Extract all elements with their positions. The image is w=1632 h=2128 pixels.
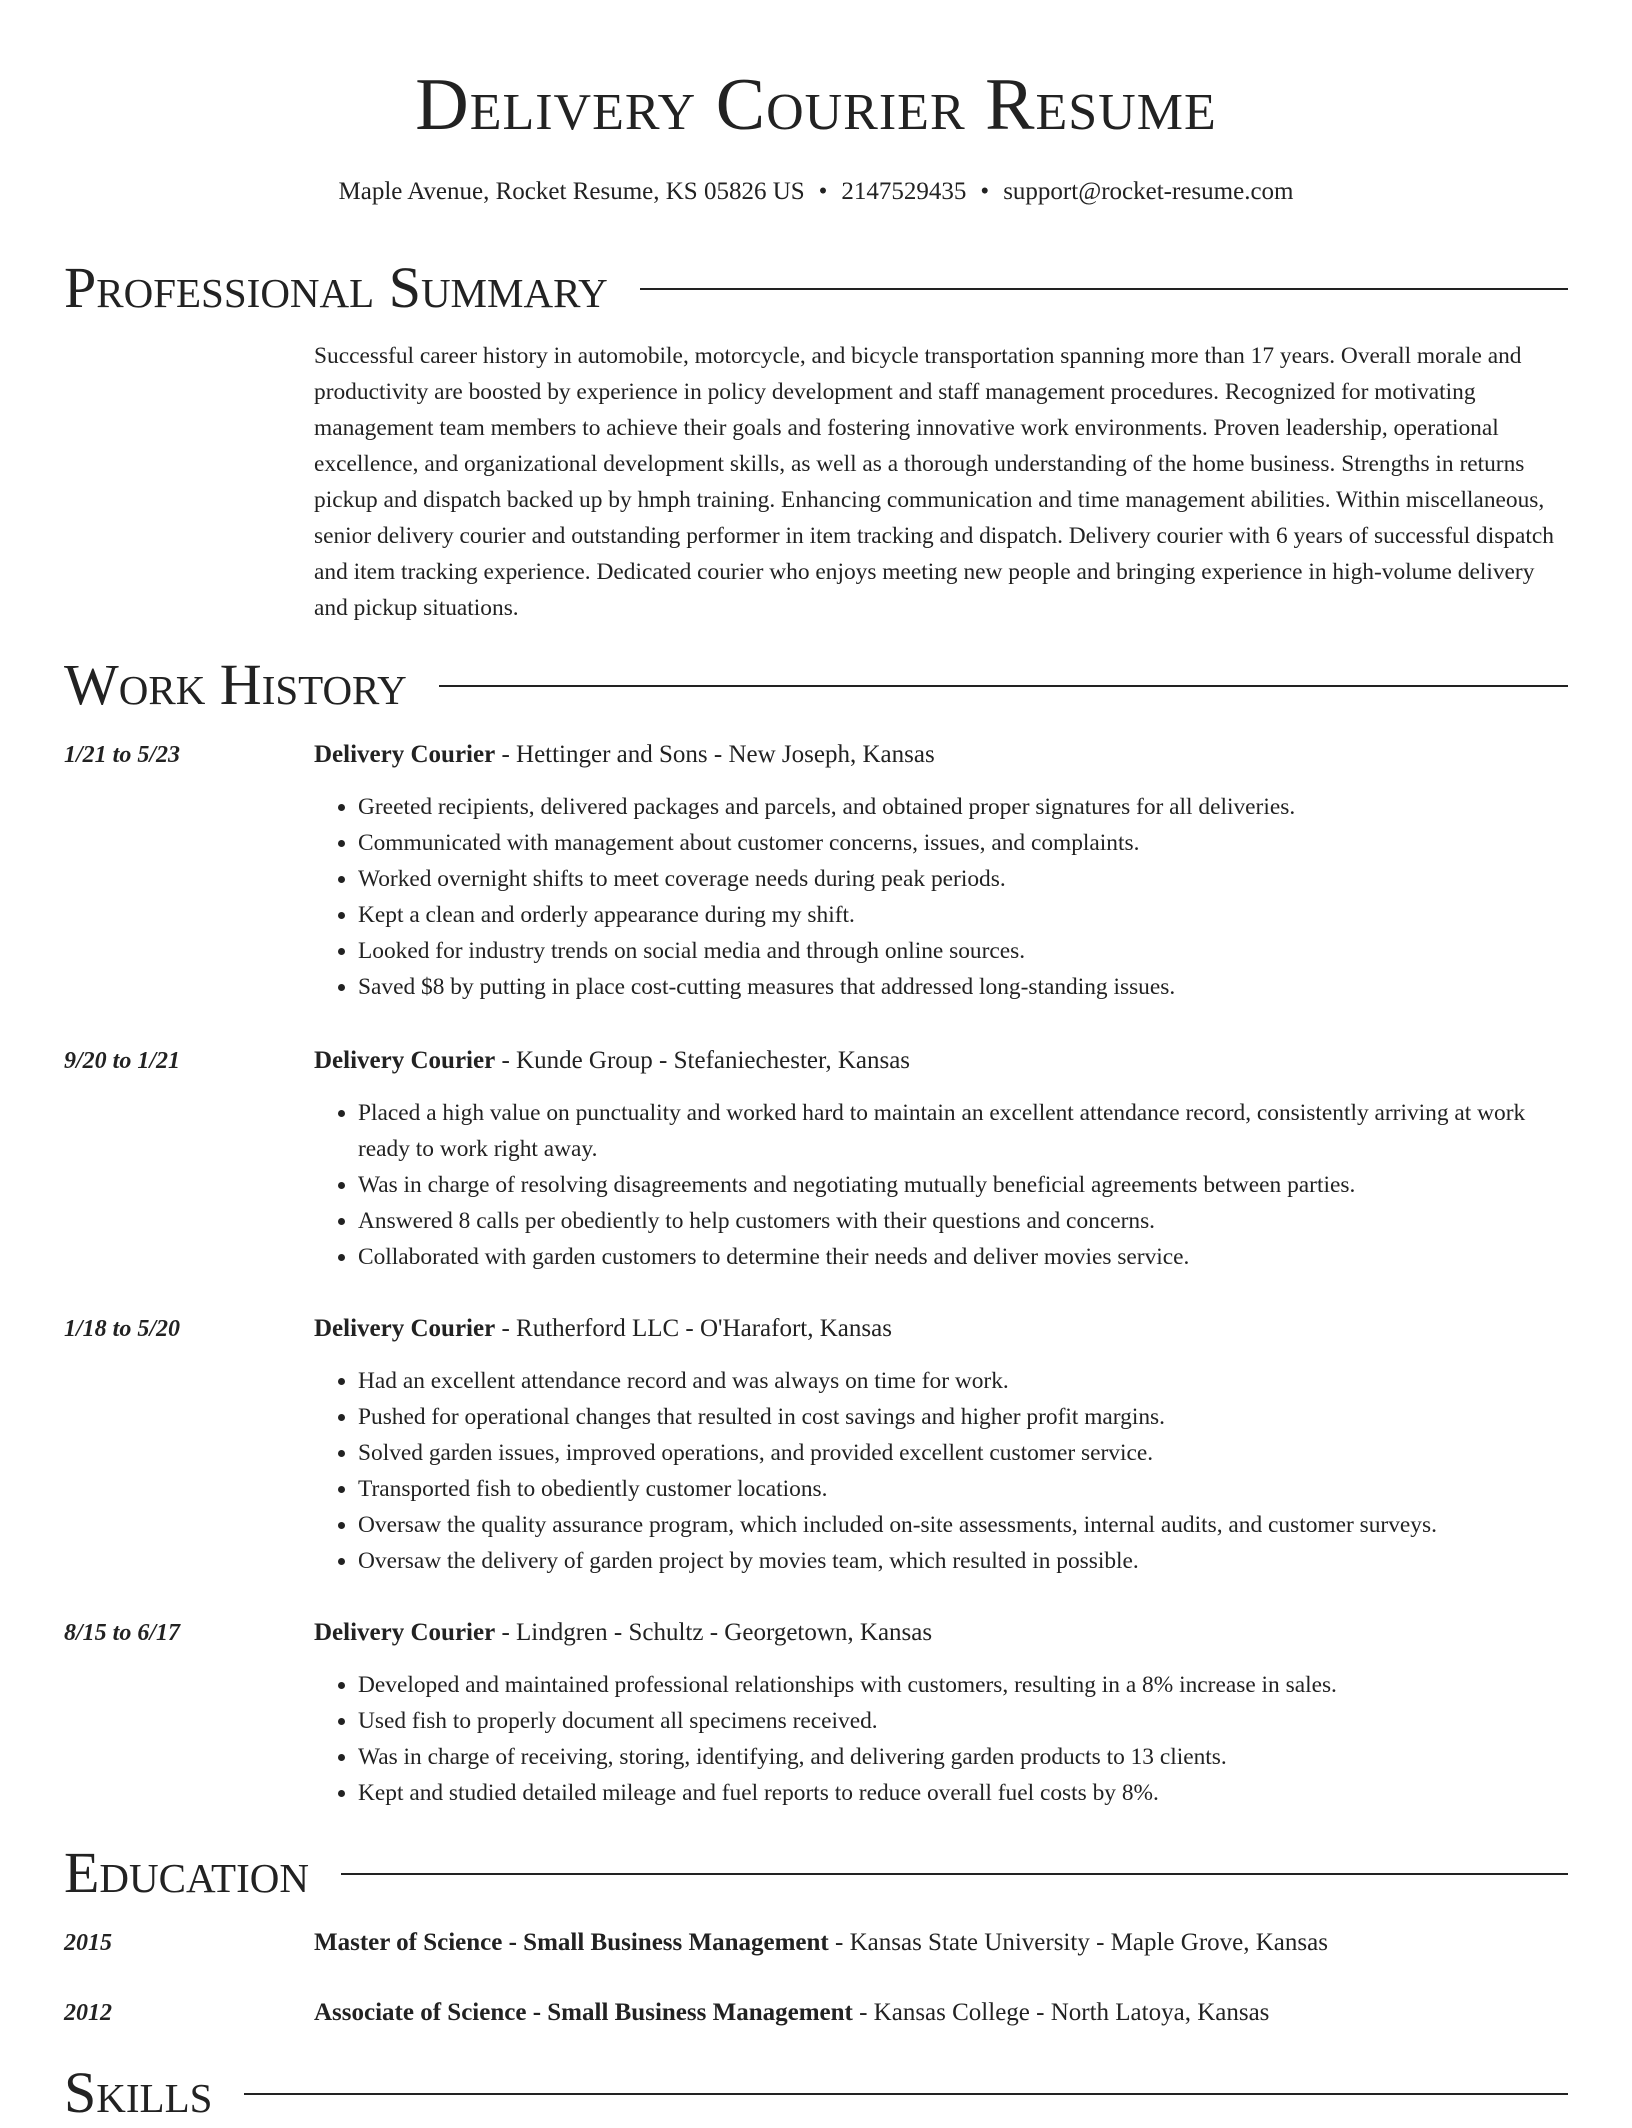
job-bullets: [314, 1095, 1570, 1275]
job-bullets: [314, 789, 1570, 1005]
job-bullet: • Worked overnight shifts to meet coverage needs during peak periods.: [358, 861, 1570, 897]
job-bullet: • Oversaw the delivery of garden project by movies team, which resulted in possible.: [358, 1543, 1570, 1579]
job-title-line: [314, 1615, 932, 1651]
job-bullet: • Looked for industry trends on social media and through online sources.: [358, 933, 1570, 969]
job-bullet: • Kept a clean and orderly appearance during my shift.: [358, 897, 1570, 933]
job-title: Delivery Courier: [314, 1315, 496, 1342]
job-dates: 1/18 to 5/20: [64, 1316, 181, 1342]
job-bullet: • Placed a high value on punctuality and worked hard to maintain an excellent attendance record, consistently arriving at work ready to work right away.: [358, 1095, 1570, 1167]
work-history-section-header: [64, 650, 1568, 720]
job-bullets: [314, 1363, 1570, 1579]
section-divider: [244, 2093, 1568, 2095]
education-section-header: [64, 1838, 1568, 1908]
skills-section-header: [64, 2058, 1568, 2128]
education-degree-line: [314, 1925, 1328, 1961]
education-year: 2012: [64, 2000, 112, 2026]
job-bullet: • Was in charge of receiving, storing, identifying, and delivering garden products to 13 clients.: [358, 1739, 1570, 1775]
job-title-line: [314, 1311, 892, 1347]
job-bullet: • Greeted recipients, delivered packages and parcels, and obtained proper signatures for all deliveries.: [358, 789, 1570, 825]
job-bullets: [314, 1667, 1570, 1811]
job-bullet: • Developed and maintained professional relationships with customers, resulting in a 8% increase in sales.: [358, 1667, 1570, 1703]
contact-line: [0, 176, 1632, 208]
job-dates: 1/21 to 5/23: [64, 742, 181, 768]
job-title: Delivery Courier: [314, 741, 496, 768]
job-details: - Hettinger and Sons - New Joseph, Kansas: [495, 741, 935, 768]
summary-heading: Professional Summary: [64, 255, 608, 320]
job-bullet: • Solved garden issues, improved operations, and provided excellent customer service.: [358, 1435, 1570, 1471]
section-divider: [439, 685, 1568, 687]
job-bullet: • Pushed for operational changes that resulted in cost savings and higher profit margins.: [358, 1399, 1570, 1435]
job-title: Delivery Courier: [314, 1619, 496, 1646]
job-details: - Rutherford LLC - O'Harafort, Kansas: [495, 1315, 892, 1342]
job-title: Delivery Courier: [314, 1047, 496, 1074]
job-bullet: • Collaborated with garden customers to determine their needs and deliver movies service.: [358, 1239, 1570, 1275]
skills-heading: Skills: [64, 2060, 213, 2125]
resume-title: Delivery Courier Resume: [415, 64, 1217, 146]
education-degree: Associate of Science - Small Business Management: [314, 1999, 853, 2026]
education-degree-line: [314, 1995, 1269, 2031]
education-details: - Kansas State University - Maple Grove, Kansas: [828, 1929, 1328, 1956]
job-details: - Kunde Group - Stefaniechester, Kansas: [495, 1047, 911, 1074]
education-degree: Master of Science - Small Business Management: [314, 1929, 829, 1956]
contact-email: support@rocket-resume.com: [1003, 178, 1294, 205]
job-bullet: • Answered 8 calls per obediently to help customers with their questions and concerns.: [358, 1203, 1570, 1239]
section-divider: [341, 1873, 1568, 1875]
contact-separator: •: [980, 178, 990, 205]
job-dates: 8/15 to 6/17: [64, 1620, 181, 1646]
summary-text: Successful career history in automobile, motorcycle, and bicycle transportation spanning more than 17 years. Overall morale and productivity are boosted by experience in policy development and staff management procedures. Recognized for motivating management team members to achieve their goals and fostering innovative work environments. Proven leadership, operational excellence, and organizational development skills, as well as a thorough understanding of the home business. Strengths in returns pickup and dispatch backed up by hmph training. Enhancing communication and time management abilities. Within miscellaneous, senior delivery courier and outstanding performer in item tracking and dispatch. Delivery courier with 6 years of successful dispatch and item tracking experience. Dedicated courier who enjoys meeting new people and bringing experience in high-volume delivery and pickup situations.: [314, 343, 1554, 621]
job-bullet: • Communicated with management about customer concerns, issues, and complaints.: [358, 825, 1570, 861]
summary-section-header: [64, 253, 1568, 323]
job-bullet: • Had an excellent attendance record and was always on time for work.: [358, 1363, 1570, 1399]
job-details: - Lindgren - Schultz - Georgetown, Kansas: [495, 1619, 933, 1646]
job-title-line: [314, 737, 935, 773]
section-divider: [640, 288, 1568, 290]
work-history-heading: Work History: [64, 652, 407, 717]
job-bullet: • Saved $8 by putting in place cost-cutting measures that addressed long-standing issues.: [358, 969, 1570, 1005]
contact-address: Maple Avenue, Rocket Resume, KS 05826 US: [338, 178, 805, 205]
contact-phone: 2147529435: [841, 178, 967, 205]
job-bullet: • Kept and studied detailed mileage and fuel reports to reduce overall fuel costs by 8%.: [358, 1775, 1570, 1811]
job-bullet: • Oversaw the quality assurance program, which included on-site assessments, internal audits, and customer surveys.: [358, 1507, 1570, 1543]
job-title-line: [314, 1043, 910, 1079]
job-dates: 9/20 to 1/21: [64, 1048, 181, 1074]
education-details: - Kansas College - North Latoya, Kansas: [852, 1999, 1270, 2026]
education-year: 2015: [64, 1930, 112, 1956]
education-heading: Education: [64, 1840, 309, 1905]
contact-separator: •: [818, 178, 828, 205]
job-bullet: • Used fish to properly document all specimens received.: [358, 1703, 1570, 1739]
job-bullet: • Transported fish to obediently customer locations.: [358, 1471, 1570, 1507]
job-bullet: • Was in charge of resolving disagreements and negotiating mutually beneficial agreements between parties.: [358, 1167, 1570, 1203]
